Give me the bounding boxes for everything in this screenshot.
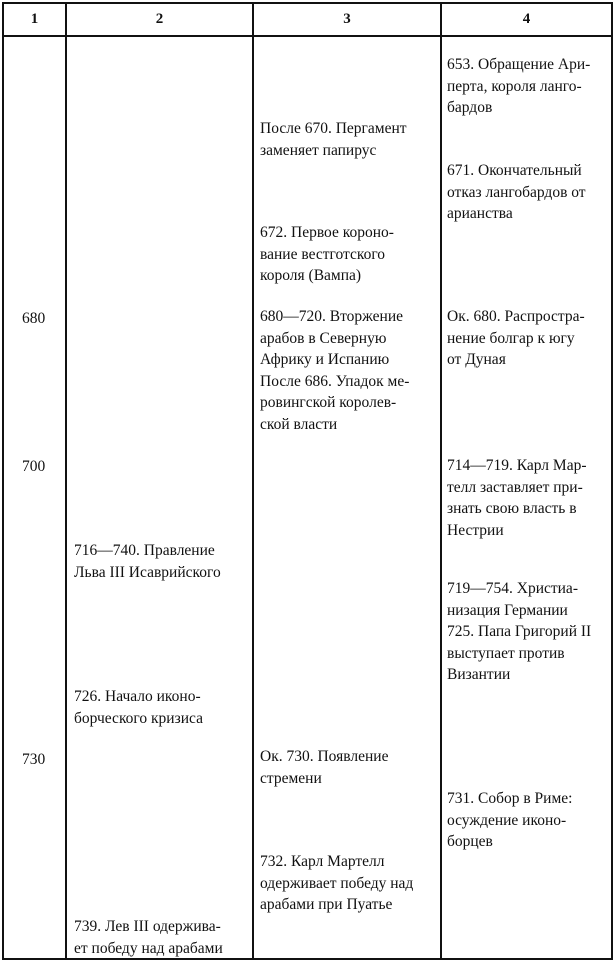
event-entry: 726. Начало иконо- борческого кризиса <box>74 688 203 727</box>
event-entry: 731. Собор в Риме: осуждение иконо- борцев <box>447 790 573 850</box>
event-entry: 732. Карл Мартелл одерживает победу над арабами при Пуатье <box>260 853 414 913</box>
column-divider-1 <box>65 4 67 958</box>
event-entry: 653. Обращение Ари- перта, короля ланго- бардов <box>447 56 591 116</box>
event-entry: 714—719. Карл Мар- телл заставляет при- знать свою власть в Нестрии <box>447 457 587 539</box>
header-col-4: 4 <box>522 11 531 27</box>
event-entry: 672. Первое короно- вание вестготского короля (Вампа) <box>260 224 394 284</box>
chronology-table <box>2 2 613 960</box>
event-entry: Ок. 730. Появление стремени <box>260 748 389 787</box>
column-divider-2 <box>252 4 254 958</box>
year-label: 730 <box>22 751 46 768</box>
header-col-2: 2 <box>155 11 164 27</box>
year-label: 700 <box>22 458 46 475</box>
year-label: 680 <box>22 310 46 327</box>
column-divider-3 <box>440 4 442 958</box>
event-entry: 680—720. Вторжение арабов в Северную Африку и Испанию После 686. Упадок ме- ровингской королев- ской власти <box>260 308 410 433</box>
header-col-3: 3 <box>343 11 351 27</box>
event-entry: После 670. Пергамент заменяет папирус <box>260 120 407 159</box>
event-entry: 739. Лев III одержива- ет победу над арабами <box>74 918 223 957</box>
event-entry: 671. Окончательный отказ лангобардов от арианства <box>447 162 586 222</box>
event-entry: 716—740. Правление Льва III Исаврийского <box>74 542 221 581</box>
event-entry: 719—754. Христиа- низация Германии 725. Папа Григорий II выступает против Византии <box>447 580 592 683</box>
event-entry: Ок. 680. Распростра- нение болгар к югу от Дуная <box>447 308 585 368</box>
header-col-1: 1 <box>30 11 39 27</box>
header-divider <box>4 35 611 37</box>
